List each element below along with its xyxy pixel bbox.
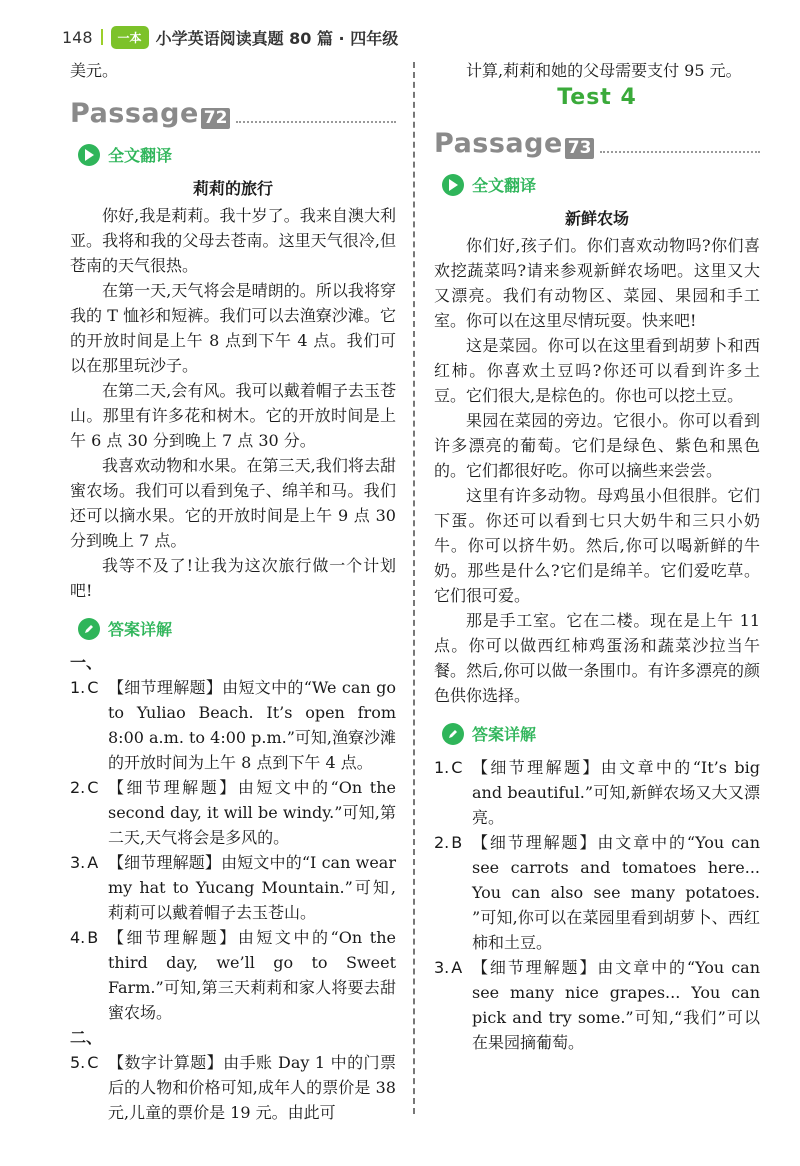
answer-explanation: 【细节理解题】由文章中的“You can see many nice grapes... You can pick and try some.”可知,“我们”可以在果园摘葡萄。 [472,958,760,1052]
answer-letter: C [87,678,99,697]
answer-number: 1. [434,758,450,777]
answer-item [434,955,760,1055]
paragraph: 果园在菜园的旁边。它很小。你可以看到许多漂亮的葡萄。它们是绿色、紫色和黑色的。它们都很好吃。你可以摘些来尝尝。 [434,411,760,480]
dotted-rule [236,121,396,123]
answer-letter: C [87,778,99,797]
answer-number: 3. [434,958,450,977]
answer-letter: C [451,758,463,777]
answer-number: 2. [434,833,450,852]
answer-number: 4. [70,928,86,947]
paragraph: 我等不及了!让我为这次旅行做一个计划吧! [70,556,396,600]
section-title: 答案详解 [108,620,173,639]
translation-section-heading [78,143,396,166]
answer-letter: B [451,833,463,852]
paragraph: 在第一天,天气将会是晴朗的。所以我将穿我的 T 恤衫和短裤。我们可以去渔寮沙滩。它的开放时间是上午 8 点到下午 4 点。我们可以在那里玩沙子。 [70,281,396,375]
passage-label: Passage [70,98,199,129]
answer-explanation: 【细节理解题】由短文中的“I can wear my hat to Yucang Mountain.”可知,莉莉可以戴着帽子去玉苍山。 [108,853,396,922]
answer-number: 1. [70,678,86,697]
pencil-icon [442,723,464,745]
paragraph: 你们好,孩子们。你们喜欢动物吗?你们喜欢挖蔬菜吗?请来参观新鲜农场吧。这里又大又漂亮。我们有动物区、菜园、果园和手工室。你可以在这里尽情玩耍。快来吧! [434,236,760,330]
left-column [70,58,396,1125]
story-title: 新鲜农场 [564,209,629,228]
question-group-marker: 一、 [70,653,103,672]
answer-letter: C [87,1053,99,1072]
play-icon [442,174,464,196]
story-title: 莉莉的旅行 [192,179,273,198]
header-divider [101,29,103,45]
answer-item [70,675,396,775]
right-column [434,58,760,1055]
answers-section-heading [442,722,760,745]
passage-number: 73 [565,138,595,159]
answer-explanation: 【细节理解题】由短文中的“We can go to Yuliao Beach. It’s open from 8:00 a.m. to 4:00 p.m.”可知,渔寮沙滩的开放时间为上午 8 点到下午 4 点。 [108,678,397,772]
question-group-marker: 二、 [70,1028,103,1047]
passage-label: Passage [434,128,563,159]
answer-item [70,850,396,925]
answer-number: 5. [70,1053,86,1072]
passage-heading [70,89,396,129]
column-divider [413,62,415,1114]
section-title: 答案详解 [472,725,537,744]
section-title: 全文翻译 [108,146,173,165]
answer-number: 2. [70,778,86,797]
book-title: 小学英语阅读真题 80 篇 · 四年级 [155,28,399,48]
paragraph: 你好,我是莉莉。我十岁了。我来自澳大利亚。我将和我的父母去苍南。这里天气很冷,但苍南的天气很热。 [70,206,396,275]
book-logo: 一本 [111,26,149,49]
paragraph: 我喜欢动物和水果。在第三天,我们将去甜蜜农场。我们可以看到兔子、绵羊和马。我们还可以摘水果。它的开放时间是上午 9 点 30 分到晚上 7 点。 [70,456,396,550]
answer-item [434,830,760,955]
answer-letter: A [451,958,463,977]
passage-heading [434,119,760,159]
paragraph: 那是手工室。它在二楼。现在是上午 11 点。你可以做西红柿鸡蛋汤和蔬菜沙拉当午餐。然后,你可以做一条围巾。有许多漂亮的颜色供你选择。 [434,611,760,705]
continuation-text: 计算,莉莉和她的父母需要支付 95 元。 [466,61,742,80]
answer-explanation: 【细节理解题】由短文中的“On the third day, we’ll go to Sweet Farm.”可知,第三天莉莉和家人将要去甜蜜农场。 [108,928,396,1022]
answer-explanation: 【细节理解题】由文章中的“You can see carrots and tomatoes here... You can also see many potatoes. ”可知,你可以在菜园里看到胡萝卜、西红柿和土豆。 [472,833,760,952]
answers-section-heading [78,617,396,640]
paragraph: 这里有许多动物。母鸡虽小但很胖。它们下蛋。你还可以看到七只大奶牛和三只小奶牛。你可以挤牛奶。然后,你可以喝新鲜的牛奶。那些是什么?它们是绵羊。它们爱吃草。它们很可爱。 [434,486,760,605]
answer-letter: A [87,853,99,872]
page-number: 148 [62,27,93,47]
answer-letter: B [87,928,99,947]
section-title: 全文翻译 [472,176,537,195]
answer-item [70,1050,396,1125]
paragraph: 这是菜园。你可以在这里看到胡萝卜和西红柿。你喜欢土豆吗?你还可以看到许多土豆。它们很大,是棕色的。你也可以挖土豆。 [434,336,760,405]
passage-number: 72 [201,108,231,129]
translation-section-heading [442,173,760,196]
answer-item [70,925,396,1025]
paragraph: 在第二天,会有风。我可以戴着帽子去玉苍山。那里有许多花和树木。它的开放时间是上午 6 点 30 分到晚上 7 点 30 分。 [70,381,396,450]
pencil-icon [78,618,100,640]
answer-number: 3. [70,853,86,872]
test-title: Test 4 [557,85,637,110]
continuation-text: 美元。 [70,61,119,80]
dotted-rule [600,151,760,153]
answer-explanation: 【细节理解题】由短文中的“On the second day, it will be windy.”可知,第二天,天气将会是多风的。 [108,778,396,847]
answer-explanation: 【数字计算题】由手账 Day 1 中的门票后的人物和价格可知,成年人的票价是 38 元,儿童的票价是 19 元。由此可 [108,1053,396,1122]
answer-item [70,775,396,850]
answer-item [434,755,760,830]
answer-explanation: 【细节理解题】由文章中的“It’s big and beautiful.”可知,新鲜农场又大又漂亮。 [472,758,760,827]
page-header [62,22,398,52]
play-icon [78,144,100,166]
